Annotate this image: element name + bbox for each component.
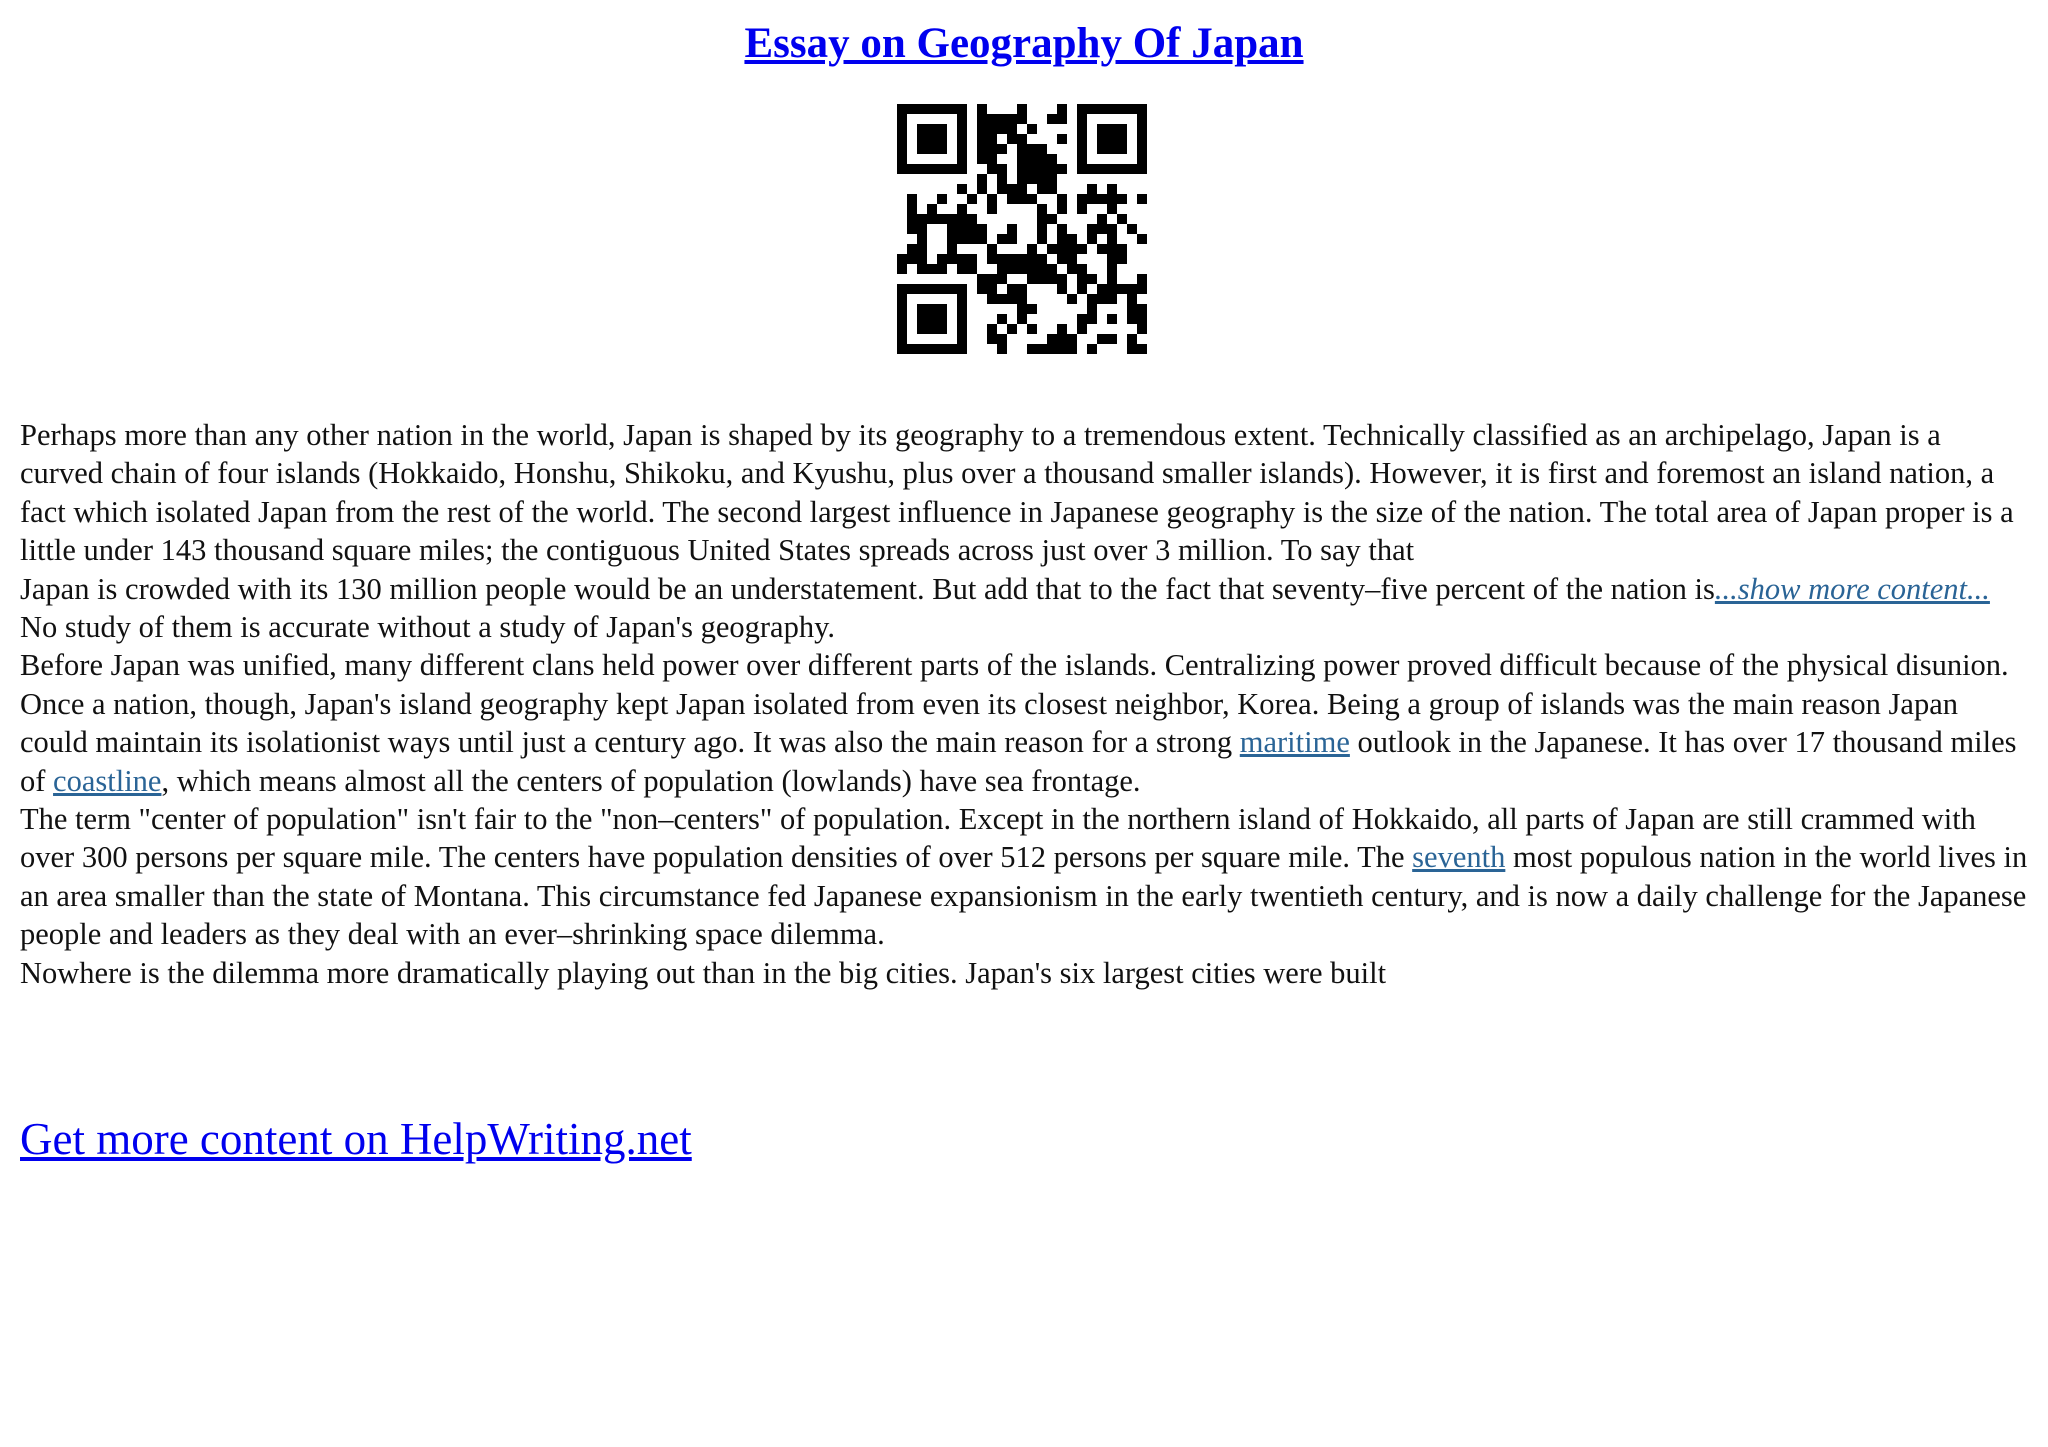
maritime-link[interactable]: maritime <box>1239 725 1350 760</box>
coastline-link[interactable]: coastline <box>53 763 162 798</box>
title-link[interactable]: Essay on Geography Of Japan <box>744 20 1304 67</box>
paragraph-population <box>20 800 2030 954</box>
paragraph-unification-text-a: Before Japan was unified, many different clans held power over different parts of the islands. Centralizing power proved difficult because of the physical disunion. Once a nation, though, Japan's island geography kept Japan isolated from even its closest neighbor, Korea. Being a group of islands was the main reason Japan could maintain its isolationist ways until just a century ago. It was also the main reason for a strong <box>20 648 2009 760</box>
paragraph-crowded <box>20 570 2030 608</box>
show-more-link[interactable]: ...show more content... <box>1714 571 1990 606</box>
paragraph-study: No study of them is accurate without a study of Japan's geography. <box>20 610 835 645</box>
paragraph-cities: Nowhere is the dilemma more dramatically playing out than in the big cities. Japan's six largest cities were built <box>20 955 1387 990</box>
page-title <box>0 16 2048 72</box>
essay-body <box>20 416 2030 992</box>
paragraph-unification <box>20 646 2030 800</box>
paragraph-intro: Perhaps more than any other nation in the world, Japan is shaped by its geography to a tremendous extent. Technically classified as an archipelago, Japan is a curved chain of four islands (Hokkaido, Honshu, Shikoku, and Kyushu, plus over a thousand smaller islands). However, it is first and foremost an island nation, a fact which isolated Japan from the rest of the world. The second largest influence in Japanese geography is the size of the nation. The total area of Japan proper is a little under 143 thousand square miles; the contiguous United States spreads across just over 3 million. To say that <box>20 418 2014 568</box>
helpwriting-link[interactable]: Get more content on HelpWriting.net <box>20 1114 692 1164</box>
paragraph-population-text-b: most populous nation in the world lives in an area smaller than the state of Montana. This circumstance fed Japanese expansionism in the early twentieth century, and is now a daily challenge for the Japanese people and leaders as they deal with an ever–shrinking space dilemma. <box>20 840 2028 952</box>
paragraph-unification-text-c: , which means almost all the centers of population (lowlands) have sea frontage. <box>161 763 1141 798</box>
qr-code-icon <box>897 104 1147 354</box>
seventh-link[interactable]: seventh <box>1412 840 1506 875</box>
paragraph-crowded-text: Japan is crowded with its 130 million people would be an understatement. But add that to the fact that seventy–five percent of the nation is <box>20 571 1715 606</box>
paragraph-unification-text-b: outlook in the Japanese. It has over 17 thousand miles of <box>20 725 2017 798</box>
paragraph-population-text-a: The term "center of population" isn't fair to the "non–centers" of population. Except in the northern island of Hokkaido, all parts of Japan are still crammed with over 300 persons per square mile. The centers have population densities of over 512 persons per square mile. The <box>20 802 1976 875</box>
